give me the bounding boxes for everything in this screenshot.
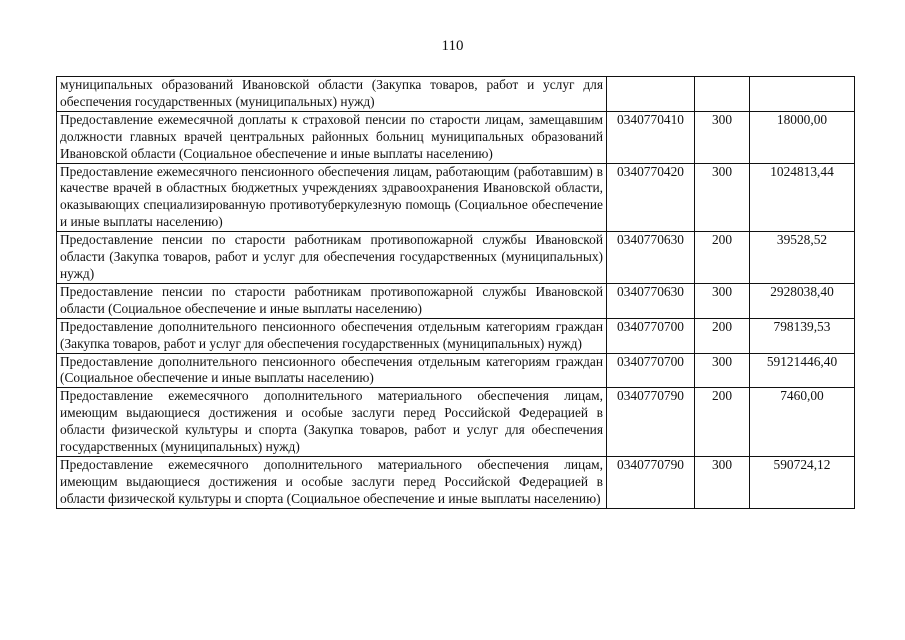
row-amount: 18000,00 — [750, 111, 855, 163]
row-amount: 2928038,40 — [750, 283, 855, 318]
row-description: Предоставление пенсии по старости работникам противопожарной службы Ивановской области (Закупка товаров, работ и услуг для обеспечения государственных (муниципальных) нужд) — [57, 232, 607, 284]
table-row — [57, 77, 855, 112]
row-description: муниципальных образований Ивановской области (Закупка товаров, работ и услуг для обеспечения государственных (муниципальных) нужд) — [57, 77, 607, 112]
row-amount: 7460,00 — [750, 388, 855, 457]
page-number: 110 — [441, 38, 464, 54]
row-description: Предоставление ежемесячного пенсионного обеспечения лицам, работающим (работавшим) в качестве врачей в областных бюджетных учреждениях здравоохранения Ивановской области, оказывающих специализированную противотуберкулезную помощь (Социальное обеспечение и иные выплаты населению) — [57, 163, 607, 232]
row-amount: 590724,12 — [750, 456, 855, 508]
row-expense-type: 300 — [695, 283, 750, 318]
row-amount — [750, 77, 855, 112]
table-row — [57, 111, 855, 163]
table-row — [57, 318, 855, 353]
table-row — [57, 283, 855, 318]
budget-table — [56, 76, 855, 509]
row-amount: 39528,52 — [750, 232, 855, 284]
row-description: Предоставление ежемесячного дополнительного материального обеспечения лицам, имеющим выдающиеся достижения и особые заслуги перед Российской Федерацией в области физической культуры и спорта (Социальное обеспечение и иные выплаты населению) — [57, 456, 607, 508]
row-target-code: 0340770700 — [607, 353, 695, 388]
row-expense-type: 300 — [695, 111, 750, 163]
row-amount: 798139,53 — [750, 318, 855, 353]
row-expense-type: 300 — [695, 456, 750, 508]
row-target-code: 0340770790 — [607, 388, 695, 457]
row-target-code — [607, 77, 695, 112]
row-expense-type — [695, 77, 750, 112]
table-row — [57, 388, 855, 457]
row-target-code: 0340770700 — [607, 318, 695, 353]
row-expense-type: 200 — [695, 232, 750, 284]
row-target-code: 0340770790 — [607, 456, 695, 508]
row-amount: 59121446,40 — [750, 353, 855, 388]
row-target-code: 0340770410 — [607, 111, 695, 163]
row-description: Предоставление дополнительного пенсионного обеспечения отдельным категориям граждан (Закупка товаров, работ и услуг для обеспечения государственных (муниципальных) нужд) — [57, 318, 607, 353]
row-target-code: 0340770630 — [607, 283, 695, 318]
row-description: Предоставление пенсии по старости работникам противопожарной службы Ивановской области (Социальное обеспечение и иные выплаты населению) — [57, 283, 607, 318]
row-description: Предоставление ежемесячного дополнительного материального обеспечения лицам, имеющим выдающиеся достижения и особые заслуги перед Российской Федерацией в области физической культуры и спорта (Закупка товаров, работ и услуг для обеспечения государственных (муниципальных) нужд) — [57, 388, 607, 457]
row-target-code: 0340770420 — [607, 163, 695, 232]
table-row — [57, 456, 855, 508]
row-amount: 1024813,44 — [750, 163, 855, 232]
table-row — [57, 163, 855, 232]
row-expense-type: 300 — [695, 353, 750, 388]
table-row — [57, 232, 855, 284]
row-expense-type: 200 — [695, 318, 750, 353]
row-description: Предоставление дополнительного пенсионного обеспечения отдельным категориям граждан (Социальное обеспечение и иные выплаты населению) — [57, 353, 607, 388]
row-description: Предоставление ежемесячной доплаты к страховой пенсии по старости лицам, замещавшим должности главных врачей центральных районных больниц муниципальных образований Ивановской области (Социальное обеспечение и иные выплаты населению) — [57, 111, 607, 163]
row-expense-type: 300 — [695, 163, 750, 232]
row-expense-type: 200 — [695, 388, 750, 457]
table-row — [57, 353, 855, 388]
row-target-code: 0340770630 — [607, 232, 695, 284]
